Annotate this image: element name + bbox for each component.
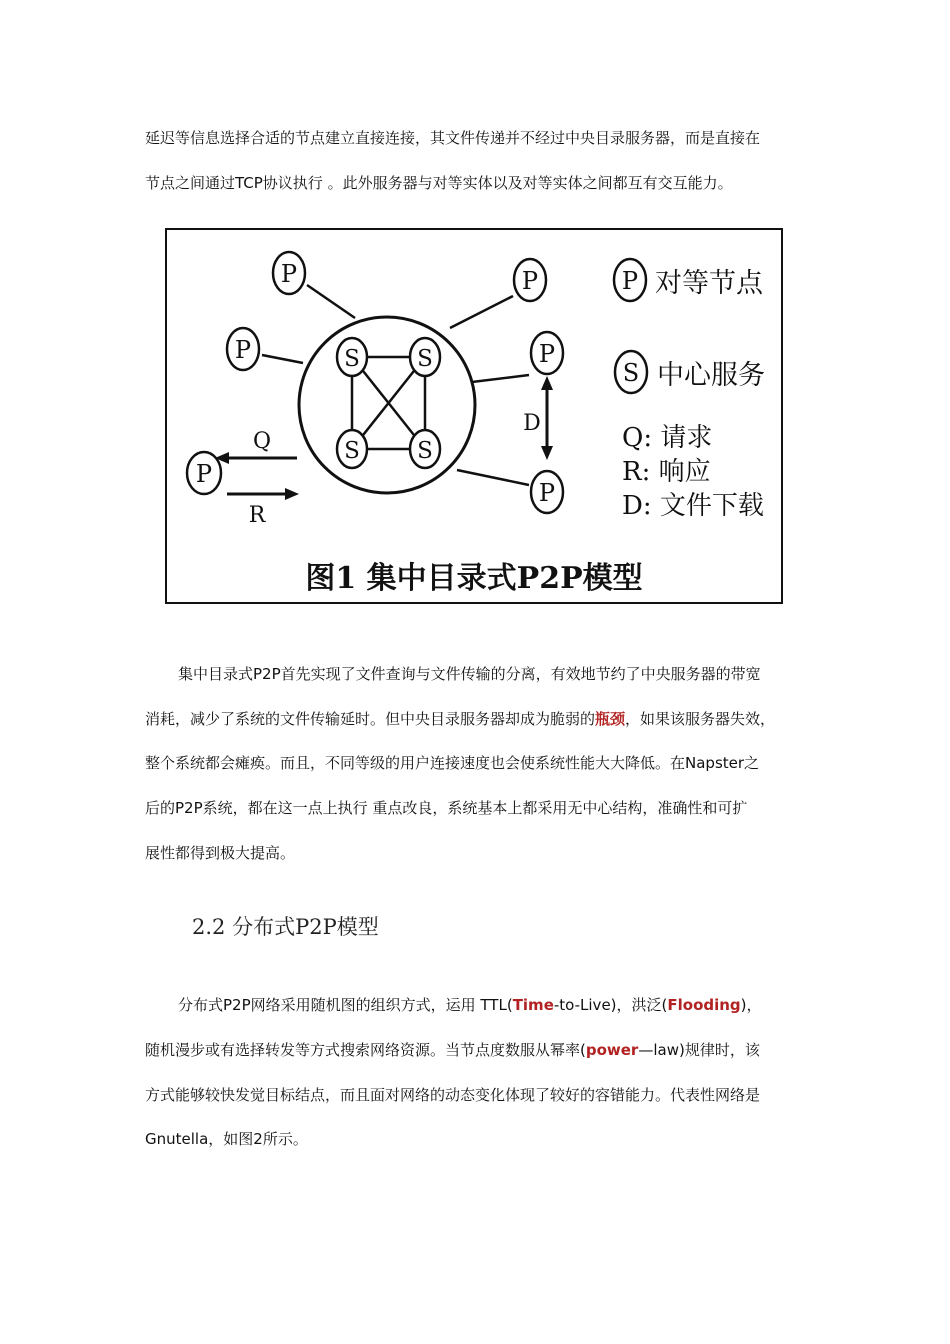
query-label: Q [252, 429, 272, 454]
svg-text:P: P [521, 267, 539, 295]
paragraph-3-line-3: 方式能够较快发觉目标结点，而且面对网络的动态变化体现了较好的容错能力。代表性网络是 [145, 1086, 761, 1104]
paragraph-2-line-2 [145, 709, 775, 729]
text-segment: 分布式P2P网络采用随机图的组织方式，运用 TTL( [178, 996, 513, 1014]
peer-link [307, 285, 355, 318]
legend-q: Q: 请求 [622, 423, 713, 453]
text-segment: 随机漫步或有选择转发等方式搜索网络资源。当节点度数服从幂率( [145, 1041, 586, 1059]
figure-diagram [167, 230, 781, 602]
server-node [410, 430, 440, 468]
highlighted-term: 瓶颈 [595, 710, 626, 728]
peer-node [531, 471, 563, 513]
svg-text:S: S [417, 438, 433, 464]
svg-text:P: P [195, 460, 213, 488]
figure-caption: 图1 集中目录式P2P模型 [305, 561, 643, 596]
peer-node [227, 328, 259, 370]
peer-node [187, 452, 221, 494]
paragraph-2-line-3: 整个系统都会瘫痪。而且，不同等级的用户连接速度也会使系统性能大大降低。在Napster之 [145, 754, 760, 772]
download-arrowhead-up [541, 376, 553, 390]
paragraph-2-line-4: 后的P2P系统，都在这一点上执行 重点改良，系统基本上都采用无中心结构，准确性和可扩 [145, 799, 748, 817]
svg-text:S: S [344, 438, 360, 464]
download-arrowhead-down [541, 446, 553, 460]
paragraph-2-line-1: 集中目录式P2P首先实现了文件查询与文件传输的分离，有效地节约了中央服务器的带宽 [178, 665, 761, 683]
legend-r: R: 响应 [622, 457, 711, 487]
response-arrowhead [285, 488, 299, 500]
figure-centralized-p2p-model [165, 228, 783, 604]
highlighted-term: power [585, 1041, 639, 1059]
legend-peer [614, 259, 764, 301]
paragraph-2-line-5: 展性都得到极大提高。 [145, 844, 296, 862]
text-segment: )， [740, 996, 762, 1014]
svg-text:P: P [538, 340, 556, 368]
peer-link [450, 296, 513, 328]
highlighted-term: Flooding [667, 996, 741, 1014]
svg-text:S: S [417, 346, 433, 372]
response-label: R [248, 503, 266, 528]
legend-peer-text: 对等节点 [655, 268, 763, 299]
text-segment: ，如果该服务器失效， [625, 710, 776, 728]
legend-d: D: 文件下载 [622, 491, 764, 521]
paragraph-1-line-2: 节点之间通过TCP协议执行 。此外服务器与对等实体以及对等实体之间都互有交互能力。 [145, 174, 733, 192]
svg-text:P: P [280, 260, 298, 288]
text-segment: -to-Live)，洪泛( [553, 996, 668, 1014]
svg-text:S: S [344, 346, 360, 372]
svg-text:P: P [538, 479, 556, 507]
svg-text:P: P [234, 336, 252, 364]
legend-server [615, 351, 765, 393]
text-segment: —law)规律时，该 [638, 1041, 760, 1059]
text-segment: 消耗，减少了系统的文件传输延时。但中央目录服务器却成为脆弱的 [145, 710, 596, 728]
paragraph-3-line-4: Gnutella，如图2所示。 [145, 1130, 308, 1148]
paragraph-3-line-2 [145, 1040, 760, 1060]
paragraph-3-line-1 [178, 995, 762, 1015]
section-heading: 2.2 分布式P2P模型 [192, 915, 379, 939]
download-label: D [523, 411, 541, 436]
peer-node [273, 252, 305, 294]
server-node [337, 430, 367, 468]
peer-link [472, 375, 529, 382]
legend-server-text: 中心服务 [657, 360, 765, 391]
paragraph-1-line-1: 延迟等信息选择合适的节点建立直接连接，其文件传递并不经过中央目录服务器，而是直接在 [145, 129, 761, 147]
server-node [410, 338, 440, 376]
peer-link [262, 355, 303, 363]
server-node [337, 338, 367, 376]
peer-node [514, 259, 546, 301]
peer-link [457, 470, 529, 485]
peer-node [531, 332, 563, 374]
svg-text:P: P [621, 267, 639, 295]
highlighted-term: Time [512, 996, 554, 1014]
svg-text:S: S [622, 359, 640, 387]
